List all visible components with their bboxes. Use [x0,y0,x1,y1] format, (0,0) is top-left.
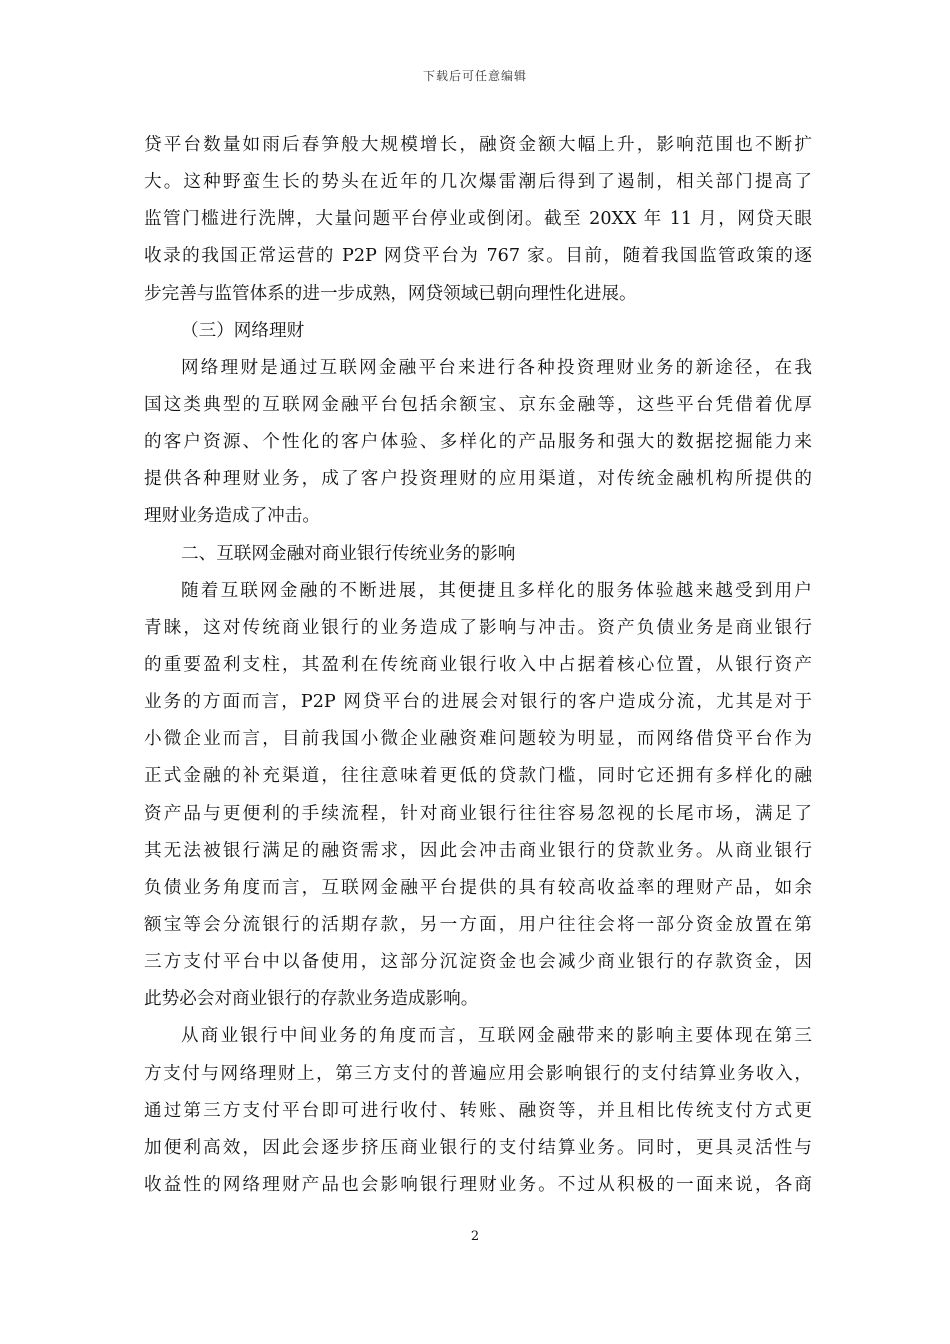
text-line: 随着互联网金融的不断进展，其便捷且多样化的服务体验越来越受到用户 [181,580,812,601]
text-line: 提供各种理财业务，成了客户投资理财的应用渠道，对传统金融机构所提供的 [144,469,812,490]
text-line: 贷平台数量如雨后春笋般大规模增长，融资金额大幅上升，影响范围也不断扩 [144,135,812,155]
text-line: 网络理财是通过互联网金融平台来进行各种投资理财业务的新途径，在我 [181,357,812,378]
text-line: 加便利高效，因此会逐步挤压商业银行的支付结算业务。同时，更具灵活性与 [144,1137,812,1158]
text-line: 方支付与网络理财上，第三方支付的普遍应用会影响银行的支付结算业务收入， [144,1063,812,1084]
text-line: 的客户资源、个性化的客户体验、多样化的产品服务和强大的数据挖掘能力来 [144,432,812,453]
text-line: 大。这种野蛮生长的势头在近年的几次爆雷潮后得到了遏制，相关部门提高了 [144,172,812,193]
text-line: 通过第三方支付平台即可进行收付、转账、融资等，并且相比传统支付方式更 [144,1100,812,1121]
text-line: 步完善与监管体系的进一步成熟，网贷领域已朝向理性化进展。 [144,283,637,304]
text-line: 此势必会对商业银行的存款业务造成影响。 [144,989,479,1010]
text-line: 额宝等会分流银行的活期存款，另一方面，用户往往会将一部分资金放置在第 [144,914,812,935]
section-heading: 二、互联网金融对商业银行传统业务的影响 [181,543,516,564]
text-line: 业务的方面而言，P2P 网贷平台的进展会对银行的客户造成分流，尤其是对于 [144,692,812,713]
text-line: 三方支付平台中以备使用，这部分沉淀资金也会减少商业银行的存款资金，因 [144,952,812,973]
text-line: 监管门槛进行洗牌，大量问题平台停业或倒闭。截至 20XX 年 11 月，网贷天眼 [144,209,812,230]
text-line: 从商业银行中间业务的角度而言，互联网金融带来的影响主要体现在第三 [181,1026,812,1047]
text-line: 收录的我国正常运营的 P2P 网贷平台为 767 家。目前，随着我国监管政策的逐 [144,246,812,267]
section-heading: （三）网络理财 [181,320,305,341]
text-line: 其无法被银行满足的融资需求，因此会冲击商业银行的贷款业务。从商业银行 [144,840,812,861]
text-line: 负债业务角度而言，互联网金融平台提供的具有较高收益率的理财产品，如余 [144,877,812,898]
text-line: 理财业务造成了冲击。 [144,506,320,527]
text-line: 收益性的网络理财产品也会影响银行理财业务。不过从积极的一面来说，各商 [144,1174,812,1195]
text-line: 小微企业而言，目前我国小微企业融资难问题较为明显，而网络借贷平台作为 [144,729,812,750]
text-line: 青睐，这对传统商业银行的业务造成了影响与冲击。资产负债业务是商业银行 [144,617,812,638]
text-line: 正式金融的补充渠道，往往意味着更低的贷款门槛，同时它还拥有多样化的融 [144,766,812,787]
text-line: 的重要盈利支柱，其盈利在传统商业银行收入中占据着核心位置，从银行资产 [144,654,812,675]
page-header: 下载后可任意编辑 [422,69,527,83]
page-number: 2 [470,1229,480,1244]
text-line: 资产品与更便利的手续流程，针对商业银行往往容易忽视的长尾市场，满足了 [144,803,812,824]
document-body [144,127,812,1204]
text-line: 国这类典型的互联网金融平台包括余额宝、京东金融等，这些平台凭借着优厚 [144,394,812,415]
